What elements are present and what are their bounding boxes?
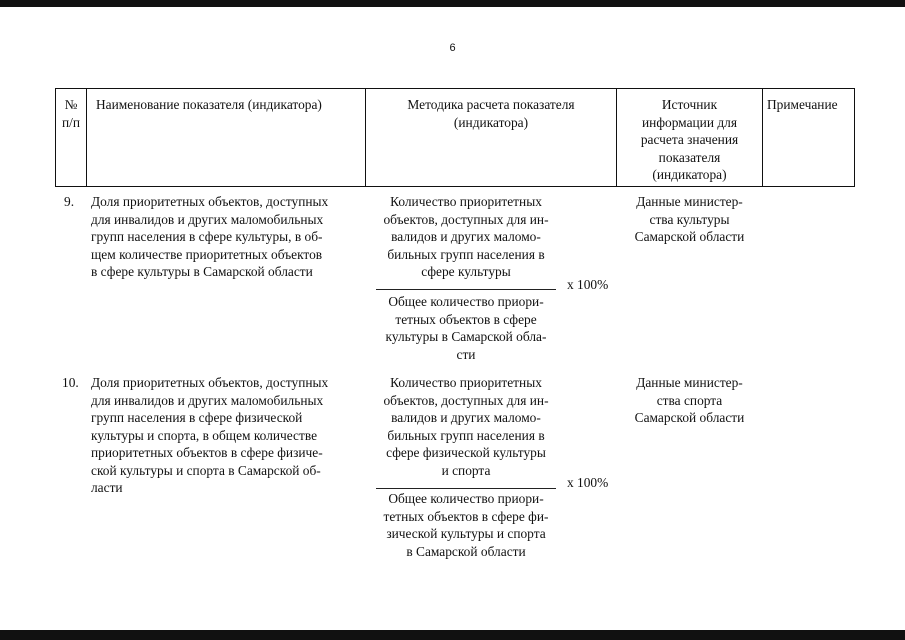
data-source: Данные министер- ства спорта Самарской области bbox=[634, 375, 745, 425]
indicator-name: Доля приоритетных объектов, доступных для инвалидов и других маломобильных групп населения в сфере физической культуры и спорта, в общем количестве приоритетных объектов в сфере физиче- ской культуры и спорта в Самарской об- ласти bbox=[91, 375, 329, 495]
formula-denominator: Общее количество приори- тетных объектов в сфере культуры в Самарской обла- сти bbox=[385, 294, 547, 362]
header-col-name: Наименование показателя (индикатора) bbox=[96, 97, 322, 112]
data-source: Данные министер- ства культуры Самарской области bbox=[634, 194, 745, 244]
scan-bottom-edge bbox=[0, 630, 905, 640]
scan-top-edge bbox=[0, 0, 905, 7]
formula-multiplier: х 100% bbox=[567, 277, 609, 292]
column-divider bbox=[86, 88, 87, 187]
row-number: 9. bbox=[64, 194, 75, 209]
row-number: 10. bbox=[62, 375, 79, 390]
column-divider bbox=[762, 88, 763, 187]
header-col-method: Методика расчета показателя (индикатора) bbox=[407, 97, 575, 130]
fraction-line bbox=[376, 289, 556, 290]
indicator-name: Доля приоритетных объектов, доступных для инвалидов и других маломобильных групп населения в сфере культуры, в об- щем количестве приоритетных объектов в сфере культуры в Самарской области bbox=[91, 194, 329, 279]
page-number: 6 bbox=[449, 42, 456, 54]
header-col-number: № п/п bbox=[61, 97, 81, 130]
formula-multiplier: х 100% bbox=[567, 475, 609, 490]
header-col-note: Примечание bbox=[767, 97, 838, 112]
formula-numerator: Количество приоритетных объектов, доступных для ин- валидов и других маломо- бильных групп населения в сфере физической культуры и спорта bbox=[383, 375, 549, 478]
formula-denominator: Общее количество приори- тетных объектов в сфере фи- зической культуры и спорта в Самарской области bbox=[383, 491, 549, 559]
fraction-line bbox=[376, 488, 556, 489]
header-col-source: Источник информации для расчета значения показателя (индикатора) bbox=[640, 97, 739, 182]
formula-numerator: Количество приоритетных объектов, доступных для ин- валидов и других маломо- бильных групп населения в сфере культуры bbox=[383, 194, 549, 279]
